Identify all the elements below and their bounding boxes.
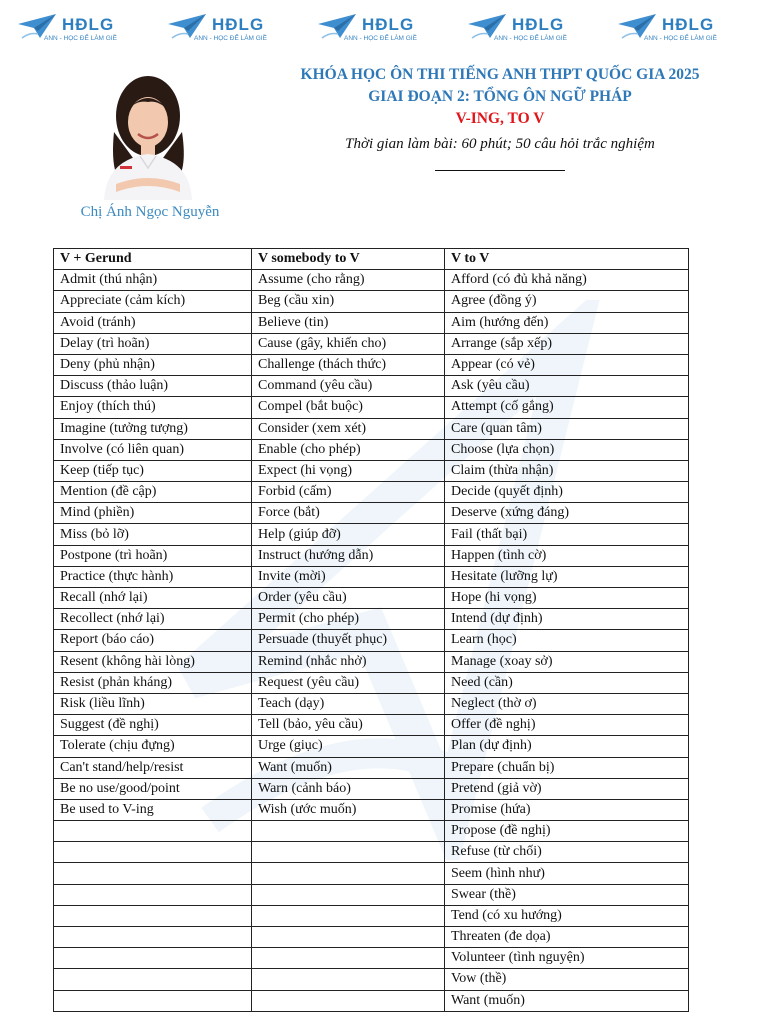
course-title: KHÓA HỌC ÔN THI TIẾNG ANH THPT QUỐC GIA 2025 (300, 66, 700, 83)
table-row (54, 821, 689, 842)
header-v-somebody-to-v: V somebody to V (252, 249, 445, 270)
table-cell: Forbid (cấm) (252, 482, 445, 503)
table-row (54, 948, 689, 969)
table-cell (252, 884, 445, 905)
table-cell: Propose (đề nghị) (445, 821, 689, 842)
table-cell: Urge (giục) (252, 736, 445, 757)
table-cell: Hope (hi vọng) (445, 588, 689, 609)
table-header-row (54, 249, 689, 270)
table-cell: Arrange (sắp xếp) (445, 333, 689, 354)
table-cell: Avoid (tránh) (54, 312, 252, 333)
table-row (54, 566, 689, 587)
table-cell: Neglect (thờ ơ) (445, 693, 689, 714)
teacher-name: Chị Ánh Ngọc Nguyễn (80, 204, 220, 220)
table-row (54, 482, 689, 503)
table-cell (54, 990, 252, 1011)
table-cell: Permit (cho phép) (252, 609, 445, 630)
table-cell: Offer (đề nghị) (445, 715, 689, 736)
table-cell: Miss (bỏ lỡ) (54, 524, 252, 545)
table-cell: Delay (trì hoãn) (54, 333, 252, 354)
table-cell: Fail (thất bại) (445, 524, 689, 545)
table-cell: Discuss (thảo luận) (54, 376, 252, 397)
table-cell (54, 927, 252, 948)
table-cell: Cause (gây, khiến cho) (252, 333, 445, 354)
table-cell (54, 842, 252, 863)
brand-logo (14, 12, 144, 48)
table-cell: Admit (thú nhận) (54, 270, 252, 291)
table-cell: Consider (xem xét) (252, 418, 445, 439)
table-cell: Risk (liều lĩnh) (54, 693, 252, 714)
brand-logo (614, 12, 744, 48)
table-cell: Deny (phủ nhận) (54, 354, 252, 375)
table-cell: Learn (học) (445, 630, 689, 651)
logo-name: HĐLG (62, 15, 115, 34)
table-cell: Be no use/good/point (54, 778, 252, 799)
table-row (54, 524, 689, 545)
grammar-table (53, 248, 689, 1012)
table-cell: Resist (phản kháng) (54, 672, 252, 693)
table-cell: Intend (dự định) (445, 609, 689, 630)
table-row (54, 354, 689, 375)
table-cell: Expect (hi vọng) (252, 460, 445, 481)
brand-logo (164, 12, 294, 48)
table-cell (252, 842, 445, 863)
table-row (54, 270, 689, 291)
table-row (54, 333, 689, 354)
logo-tagline: ANN - HỌC ĐỂ LÀM GIỀ (194, 35, 267, 42)
table-cell (54, 969, 252, 990)
table-row (54, 863, 689, 884)
table-cell: Plan (dự định) (445, 736, 689, 757)
table-cell: Resent (không hài lòng) (54, 651, 252, 672)
table-cell: Beg (cầu xin) (252, 291, 445, 312)
logo-tagline: ANN - HỌC ĐỂ LÀM GIỀ (344, 35, 417, 42)
table-cell: Challenge (thách thức) (252, 354, 445, 375)
table-row (54, 503, 689, 524)
table-cell (252, 863, 445, 884)
table-row (54, 778, 689, 799)
table-row (54, 905, 689, 926)
logo-name: HĐLG (212, 15, 265, 34)
table-cell: Believe (tin) (252, 312, 445, 333)
table-cell: Want (muốn) (445, 990, 689, 1011)
exam-info: Thời gian làm bài: 60 phút; 50 câu hỏi trắc nghiệm (345, 136, 655, 152)
teacher-portrait-icon (96, 72, 200, 200)
brand-logo (314, 12, 444, 48)
header-v-gerund: V + Gerund (54, 249, 252, 270)
table-cell: Involve (có liên quan) (54, 439, 252, 460)
table-row (54, 969, 689, 990)
table-cell: Help (giúp đỡ) (252, 524, 445, 545)
title-block (250, 64, 750, 171)
brand-logo (464, 12, 594, 48)
table-cell: Tolerate (chịu đựng) (54, 736, 252, 757)
table-cell: Remind (nhắc nhở) (252, 651, 445, 672)
table-cell: Afford (có đủ khả năng) (445, 270, 689, 291)
table-row (54, 884, 689, 905)
table-cell: Want (muốn) (252, 757, 445, 778)
table-cell: Wish (ước muốn) (252, 799, 445, 820)
table-cell: Imagine (tưởng tượng) (54, 418, 252, 439)
table-cell: Seem (hình như) (445, 863, 689, 884)
table-cell (252, 990, 445, 1011)
table-cell: Attempt (cố gắng) (445, 397, 689, 418)
table-cell (54, 884, 252, 905)
table-cell: Report (báo cáo) (54, 630, 252, 651)
table-cell: Command (yêu cầu) (252, 376, 445, 397)
table-cell: Be used to V-ing (54, 799, 252, 820)
table-cell (54, 948, 252, 969)
table-cell (252, 969, 445, 990)
table-row (54, 736, 689, 757)
table-cell: Claim (thừa nhận) (445, 460, 689, 481)
table-cell: Choose (lựa chọn) (445, 439, 689, 460)
table-row (54, 757, 689, 778)
table-row (54, 588, 689, 609)
table-cell: Can't stand/help/resist (54, 757, 252, 778)
table-cell: Postpone (trì hoãn) (54, 545, 252, 566)
table-cell: Ask (yêu cầu) (445, 376, 689, 397)
table-cell: Happen (tình cờ) (445, 545, 689, 566)
logo-name: HĐLG (512, 15, 565, 34)
table-row (54, 927, 689, 948)
table-cell (252, 821, 445, 842)
logo-tagline: ANN - HỌC ĐỂ LÀM GIỀ (44, 35, 117, 42)
table-row (54, 715, 689, 736)
table-cell: Teach (dạy) (252, 693, 445, 714)
topic-title: V-ING, TO V (455, 110, 545, 127)
table-cell: Compel (bắt buộc) (252, 397, 445, 418)
table-cell: Swear (thề) (445, 884, 689, 905)
table-cell: Recollect (nhớ lại) (54, 609, 252, 630)
table-cell (252, 905, 445, 926)
table-cell: Tend (có xu hướng) (445, 905, 689, 926)
table-cell: Manage (xoay sở) (445, 651, 689, 672)
table-cell: Enable (cho phép) (252, 439, 445, 460)
table-cell: Need (cần) (445, 672, 689, 693)
table-cell: Order (yêu cầu) (252, 588, 445, 609)
header-v-to-v: V to V (445, 249, 689, 270)
table-row (54, 672, 689, 693)
table-cell: Recall (nhớ lại) (54, 588, 252, 609)
table-cell: Decide (quyết định) (445, 482, 689, 503)
logo-tagline: ANN - HỌC ĐỂ LÀM GIỀ (644, 35, 717, 42)
table-cell (54, 821, 252, 842)
table-row (54, 651, 689, 672)
logo-name: HĐLG (362, 15, 415, 34)
table-row (54, 693, 689, 714)
table-cell: Vow (thề) (445, 969, 689, 990)
table-cell: Volunteer (tình nguyện) (445, 948, 689, 969)
table-cell: Mind (phiền) (54, 503, 252, 524)
table-cell: Hesitate (lưỡng lự) (445, 566, 689, 587)
logo-tagline: ANN - HỌC ĐỂ LÀM GIỀ (494, 35, 567, 42)
table-row (54, 397, 689, 418)
table-row (54, 545, 689, 566)
table-cell: Pretend (giả vờ) (445, 778, 689, 799)
table-cell: Deserve (xứng đáng) (445, 503, 689, 524)
stage-title: GIAI ĐOẠN 2: TỔNG ÔN NGỮ PHÁP (368, 88, 632, 105)
table-cell: Enjoy (thích thú) (54, 397, 252, 418)
table-cell: Agree (đồng ý) (445, 291, 689, 312)
table-cell: Threaten (đe dọa) (445, 927, 689, 948)
table-cell: Mention (đề cập) (54, 482, 252, 503)
table-row (54, 799, 689, 820)
table-row (54, 460, 689, 481)
table-cell: Appreciate (cảm kích) (54, 291, 252, 312)
table-cell: Warn (cảnh báo) (252, 778, 445, 799)
table-cell: Care (quan tâm) (445, 418, 689, 439)
table-cell: Refuse (từ chối) (445, 842, 689, 863)
table-row (54, 418, 689, 439)
teacher-photo (96, 72, 200, 200)
table-cell (54, 905, 252, 926)
table-cell: Promise (hứa) (445, 799, 689, 820)
table-row (54, 842, 689, 863)
table-row (54, 990, 689, 1011)
table-cell: Suggest (đề nghị) (54, 715, 252, 736)
table-row (54, 630, 689, 651)
table-cell: Prepare (chuẩn bị) (445, 757, 689, 778)
table-cell: Force (bắt) (252, 503, 445, 524)
table-cell: Invite (mời) (252, 566, 445, 587)
table-row (54, 291, 689, 312)
table-cell: Practice (thực hành) (54, 566, 252, 587)
table-cell: Persuade (thuyết phục) (252, 630, 445, 651)
table-cell: Instruct (hướng dẫn) (252, 545, 445, 566)
table-row (54, 609, 689, 630)
table-cell: Keep (tiếp tục) (54, 460, 252, 481)
table-cell: Request (yêu cầu) (252, 672, 445, 693)
table-row (54, 312, 689, 333)
table-cell (54, 863, 252, 884)
table-row (54, 439, 689, 460)
table-row (54, 376, 689, 397)
table-cell (252, 948, 445, 969)
table-cell: Aim (hướng đến) (445, 312, 689, 333)
table-cell (252, 927, 445, 948)
logo-name: HĐLG (662, 15, 715, 34)
title-divider (435, 170, 565, 171)
table-cell: Appear (có vẻ) (445, 354, 689, 375)
table-cell: Tell (bảo, yêu cầu) (252, 715, 445, 736)
logo-bar (14, 12, 754, 48)
table-cell: Assume (cho rằng) (252, 270, 445, 291)
